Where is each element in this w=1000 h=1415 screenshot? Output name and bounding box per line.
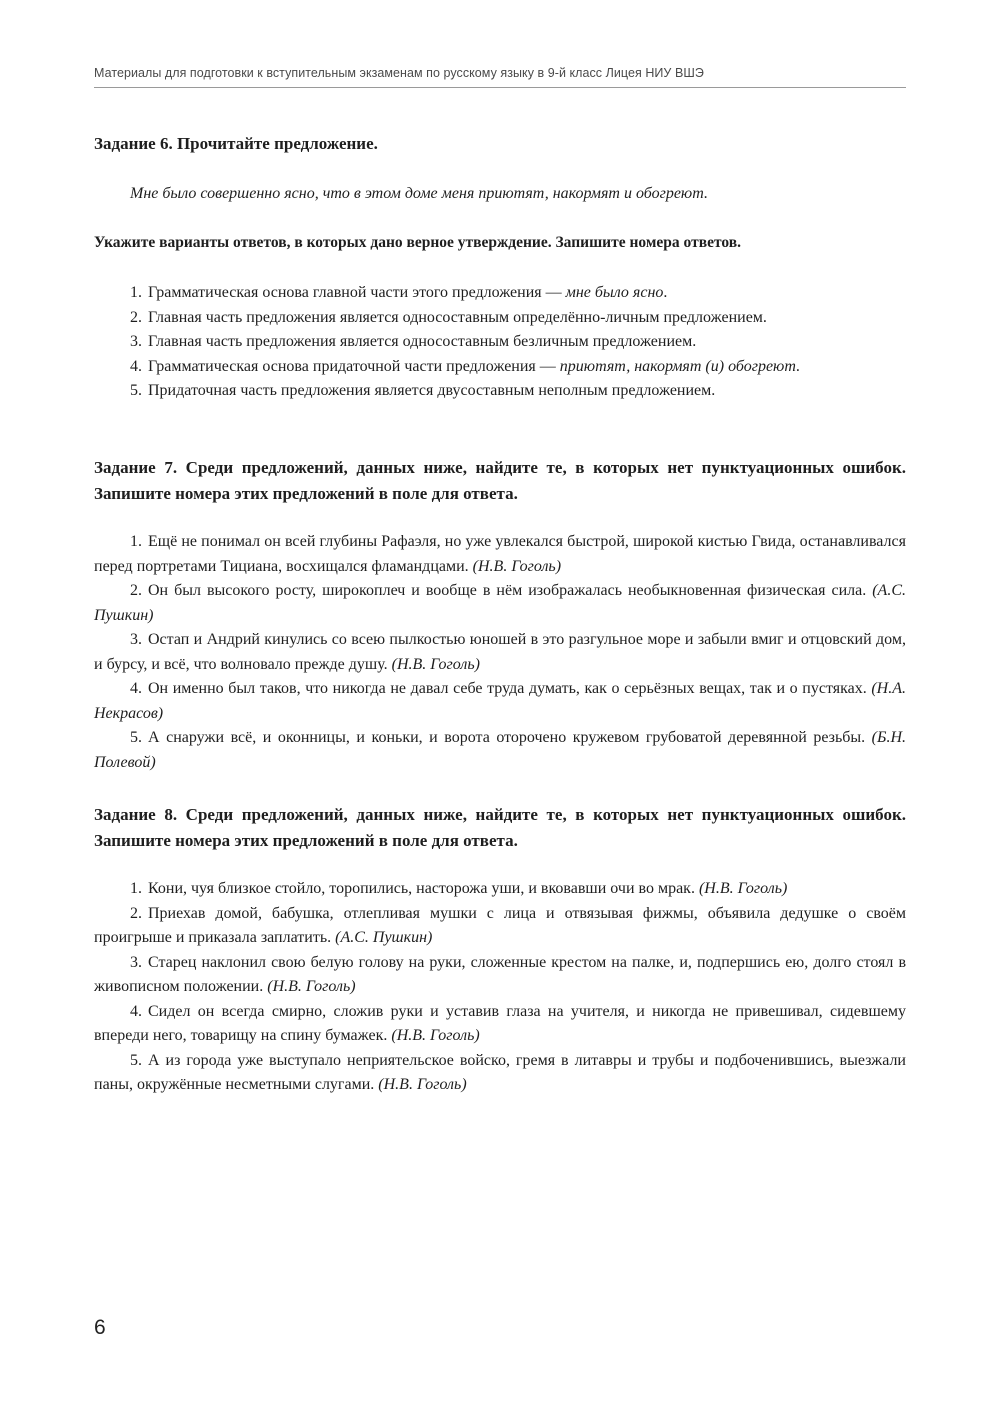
item-emphasis: мне было ясно xyxy=(565,284,664,301)
list-item xyxy=(94,951,906,1000)
task-8-sentences xyxy=(94,877,906,1098)
item-number: 4. xyxy=(130,1002,142,1020)
item-text: Ещё не понимал он всей глубины Рафаэля, но уже увлекался быстрой, широкой кистью Гвида, останавливался перед портретами Тициана, восхищался фламандцами. xyxy=(94,533,906,575)
item-text: Главная часть предложения является односоставным безличным предложением. xyxy=(148,333,697,350)
task-8-heading: Задание 8. Среди предложений, данных ниже, найдите те, в которых нет пунктуационных ошибок. Запишите номера этих предложений в поле для ответа. xyxy=(94,805,906,850)
item-text: Грамматическая основа придаточной части предложения — xyxy=(148,357,560,375)
item-number: 5. xyxy=(130,1051,142,1069)
running-header: Материалы для подготовки к вступительным экзаменам по русскому языку в 9-й класс Лицея НИУ ВШЭ xyxy=(94,66,704,80)
item-emphasis: (Н.В. Гоголь) xyxy=(391,1027,480,1044)
task-7-sentences xyxy=(94,530,906,775)
list-item xyxy=(94,281,906,306)
list-item xyxy=(94,628,906,677)
page-number: 6 xyxy=(94,1316,106,1339)
item-text: Грамматическая основа главной части этого предложения — xyxy=(148,284,566,301)
item-number: 4. xyxy=(130,357,142,375)
item-number: 3. xyxy=(130,953,142,971)
task-6-options xyxy=(94,281,906,404)
task-6-instruction: Укажите варианты ответов, в которых дано верное утверждение. Запишите номера ответов. xyxy=(94,234,741,251)
item-number: 5. xyxy=(130,729,142,746)
item-number: 3. xyxy=(130,631,142,648)
item-number: 1. xyxy=(130,284,142,301)
item-number: 2. xyxy=(130,904,142,922)
item-tail: . xyxy=(795,357,800,375)
item-text: Он именно был таков, что никогда не давал себе труда думать, как о серьёзных вещах, так и о пустяках. xyxy=(148,680,872,697)
item-emphasis: (Н.В. Гоголь) xyxy=(698,880,788,897)
list-item xyxy=(94,330,906,355)
item-number: 4. xyxy=(130,680,142,697)
task-6-heading: Задание 6. Прочитайте предложение. xyxy=(94,134,378,153)
item-number: 1. xyxy=(130,533,142,550)
item-emphasis: (А.С. Пушкин) xyxy=(335,929,433,946)
task-6-sentence: Мне было совершенно ясно, что в этом доме меня приютят, накормят и обогреют. xyxy=(130,185,708,202)
item-text: Кони, чуя близкое стойло, торопились, насторожа уши, и вковавши очи во мрак. xyxy=(148,880,699,897)
item-emphasis: (Н.В. Гоголь) xyxy=(472,557,562,575)
item-emphasis: (Н.В. Гоголь) xyxy=(267,978,356,995)
item-number: 5. xyxy=(130,382,142,399)
item-emphasis: (Н.А. Некрасов) xyxy=(94,680,906,722)
task-7-heading: Задание 7. Среди предложений, данных ниже, найдите те, в которых нет пунктуационных ошибок. Запишите номера этих предложений в поле для ответа. xyxy=(94,458,906,503)
list-item xyxy=(94,902,906,951)
item-number: 1. xyxy=(130,880,142,897)
item-emphasis: (Б.Н. Полевой) xyxy=(94,729,906,771)
item-number: 2. xyxy=(130,308,142,326)
item-text: Приехав домой, бабушка, отлепливая мушки с лица и отвязывая фижмы, объявила дедушке о своём проигрыше и приказала заплатить. xyxy=(94,904,906,946)
item-text: Сидел он всегда смирно, сложив руки и уставив глаза на учителя, и никогда не привешивал, сидевшему впереди него, товарищу на спину бумажек. xyxy=(94,1002,906,1044)
item-emphasis: (Н.В. Гоголь) xyxy=(378,1076,467,1093)
list-item xyxy=(94,306,906,331)
list-item xyxy=(94,379,906,404)
item-emphasis: (Н.В. Гоголь) xyxy=(391,655,480,673)
item-text: Старец наклонил свою белую голову на руки, сложенные крестом на палке, и, подпершись ею, долго стоял в живописном положении. xyxy=(94,953,906,995)
list-item xyxy=(94,1049,906,1098)
item-text: А из города уже выступало неприятельское войско, гремя в литавры и трубы и подбоченившись, выезжали паны, окружённые несметными слугами. xyxy=(94,1051,906,1093)
list-item xyxy=(94,726,906,775)
list-item xyxy=(94,355,906,380)
item-text: Придаточная часть предложения является двусоставным неполным предложением. xyxy=(148,382,716,399)
item-text: Он был высокого росту, широкоплеч и вообще в нём изображалась необыкновенная физическая сила. xyxy=(148,582,873,599)
item-text: Остап и Андрий кинулись со всею пылкостью юношей в это разгульное море и забыли вмиг и отцовский дом, и бурсу, и всё, что волновало прежде душу. xyxy=(94,631,906,673)
item-text: Главная часть предложения является односоставным определённо-личным предложением. xyxy=(148,308,767,326)
item-tail: . xyxy=(663,284,668,301)
list-item xyxy=(94,579,906,628)
list-item xyxy=(94,1000,906,1049)
item-text: А снаружи всё, и оконницы, и коньки, и ворота оторочено кружевом грубоватой деревянной резьбы. xyxy=(148,729,872,746)
list-item xyxy=(94,677,906,726)
list-item xyxy=(94,877,906,902)
list-item xyxy=(94,530,906,579)
document-page xyxy=(94,0,906,1415)
item-emphasis: (А.С. Пушкин) xyxy=(94,582,906,624)
header-divider xyxy=(94,87,906,88)
item-number: 2. xyxy=(130,582,142,599)
item-emphasis: приютят, накормят (и) обогреют xyxy=(559,357,796,375)
item-number: 3. xyxy=(130,333,142,350)
